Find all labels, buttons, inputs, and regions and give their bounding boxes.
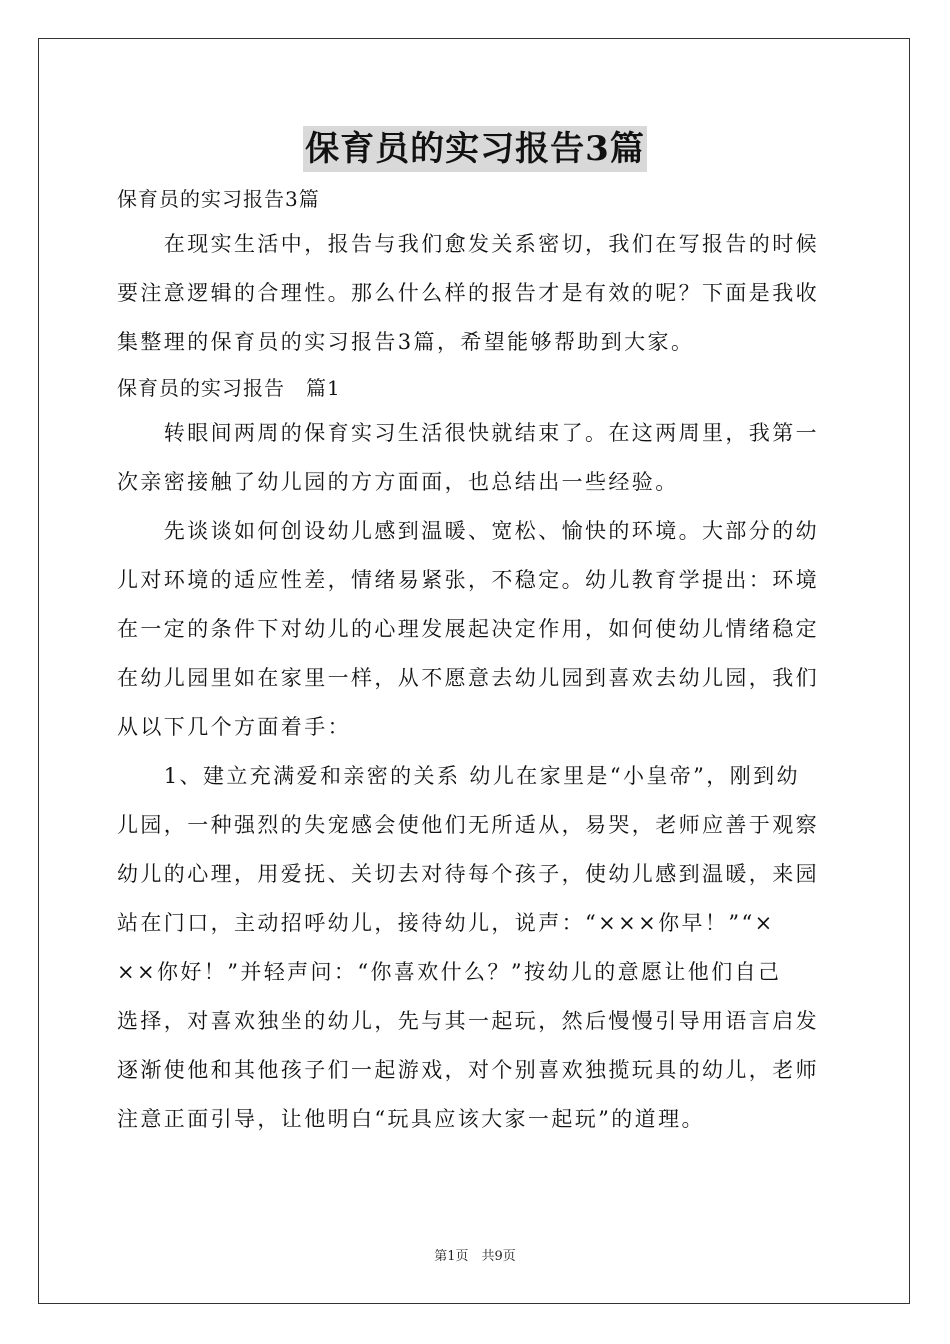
paragraph-line: 先谈谈如何创设幼儿感到温暖、宽松、愉快的环境。大部分的幼 [117, 519, 819, 543]
document-body [117, 178, 833, 1144]
paragraph-line: 站在门口，主动招呼幼儿，接待幼儿，说声：“×××你早！”“× [117, 911, 775, 935]
section-heading: 保育员的实习报告 篇1 [117, 376, 341, 400]
paragraph-line: 转眼间两周的保育实习生活很快就结束了。在这两周里，我第一 [117, 421, 819, 445]
paragraph-line: 选择，对喜欢独坐的幼儿，先与其一起玩，然后慢慢引导用语言启发 [117, 1009, 819, 1033]
paragraph-line: 注意正面引导，让他明白“玩具应该大家一起玩”的道理。 [117, 1107, 705, 1131]
intro-paragraph [117, 220, 833, 367]
intro-line: 要注意逻辑的合理性。那么什么样的报告才是有效的呢？下面是我收 [117, 281, 819, 305]
paragraph-line: 从以下几个方面着手： [117, 715, 351, 739]
document-title: 保育员的实习报告3篇 [303, 126, 647, 172]
title-wrap [0, 126, 950, 172]
paragraph-line: 次亲密接触了幼儿园的方方面面，也总结出一些经验。 [117, 470, 679, 494]
paragraph-3 [117, 752, 833, 1144]
paragraph-line: 逐渐使他和其他孩子们一起游戏，对个别喜欢独揽玩具的幼儿，老师 [117, 1058, 819, 1082]
paragraph-line: 在一定的条件下对幼儿的心理发展起决定作用，如何使幼儿情绪稳定 [117, 617, 819, 641]
paragraph-line: 在幼儿园里如在家里一样，从不愿意去幼儿园到喜欢去幼儿园，我们 [117, 666, 819, 690]
paragraph-line: 儿园，一种强烈的失宠感会使他们无所适从，易哭，老师应善于观察 [117, 813, 819, 837]
paragraph-2 [117, 507, 833, 752]
paragraph-line: 幼儿的心理，用爱抚、关切去对待每个孩子，使幼儿感到温暖，来园 [117, 862, 819, 886]
page-number-footer: 第1页 共9页 [434, 1249, 516, 1264]
paragraph-line: ××你好！”并轻声问：“你喜欢什么？”按幼儿的意愿让他们自己 [117, 960, 782, 984]
intro-line: 集整理的保育员的实习报告3篇，希望能够帮助到大家。 [117, 330, 695, 354]
intro-line: 在现实生活中，报告与我们愈发关系密切，我们在写报告的时候 [117, 232, 819, 256]
paragraph-line: 儿对环境的适应性差，情绪易紧张，不稳定。幼儿教育学提出：环境 [117, 568, 819, 592]
document-subtitle: 保育员的实习报告3篇 [117, 187, 320, 211]
paragraph-1 [117, 409, 833, 507]
paragraph-line: 1、建立充满爱和亲密的关系 幼儿在家里是“小皇帝”，刚到幼 [117, 764, 800, 788]
